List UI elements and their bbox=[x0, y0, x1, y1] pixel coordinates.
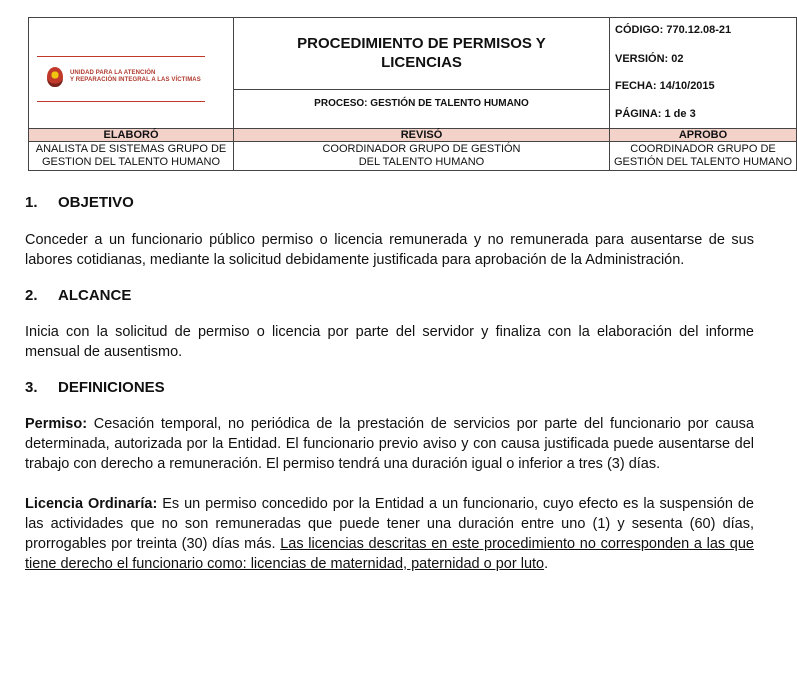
section-number: 1. bbox=[25, 194, 38, 211]
document-code: CÓDIGO: 770.12.08-21 bbox=[615, 24, 732, 36]
signature-header-row bbox=[29, 129, 797, 142]
document-date: FECHA: 14/10/2015 bbox=[615, 80, 715, 92]
signature-role-aprobo bbox=[610, 142, 797, 171]
signature-role-aprobo-line1: COORDINADOR GRUPO DE bbox=[630, 143, 776, 155]
logo-text-line2: Y REPARACIÓN INTEGRAL A LAS VÍCTIMAS bbox=[70, 77, 201, 83]
section-title: OBJETIVO bbox=[58, 194, 134, 211]
definition-text-permiso: Cesación temporal, no periódica de la prestación de servicios por parte del funcionario por causa determinada, autorizada por la Entidad. El funcionario previo aviso y con causa justificada puede ausentarse del trabajo con derecho a remuneración. El permiso tendrá una duración igual o inferior a tres (3) días. bbox=[25, 416, 754, 472]
process-label: PROCESO: GESTIÓN DE TALENTO HUMANO bbox=[314, 98, 529, 109]
definition-note-underlined: Las licencias descritas en este procedimiento no corresponden a las que tiene derecho el funcionario como: licencias de maternidad, paternidad o por luto bbox=[25, 536, 754, 572]
document-version: VERSIÓN: 02 bbox=[615, 53, 684, 65]
signature-role-elaboro-line1: ANALISTA DE SISTEMAS GRUPO DE bbox=[35, 143, 227, 155]
section-heading-alcance bbox=[25, 287, 754, 304]
signature-role-reviso-line2: DEL TALENTO HUMANO bbox=[358, 156, 485, 168]
logo-rule-bottom bbox=[37, 101, 205, 102]
title-divider bbox=[234, 89, 609, 90]
logo-text-line1: UNIDAD PARA LA ATENCIÓN bbox=[70, 69, 156, 76]
page-number: PÁGINA: 1 de 3 bbox=[615, 108, 696, 120]
signature-header-reviso: REVISÓ bbox=[234, 129, 610, 142]
document-title-line2: LICENCIAS bbox=[381, 54, 462, 71]
logo-rule-top bbox=[37, 56, 205, 57]
section-text-objetivo: Conceder a un funcionario público permiso o licencia remunerada y no remunerada para ausentarse de sus labores cotidianas, mediante la solicitud debidamente justificada para aprobación de la Administración. bbox=[25, 232, 754, 268]
document-title bbox=[234, 34, 609, 72]
definition-text-licencia: Es un permiso concedido por la Entidad a un funcionario, cuyo efecto es la suspensión de las actividades que no son remuneradas que puede tener una duración entre uno (1) y sesenta (60) días, prorrogables por treinta (30) días más. bbox=[25, 496, 754, 552]
signature-role-aprobo-line2: GESTIÓN DEL TALENTO HUMANO bbox=[613, 156, 793, 168]
section-text-alcance: Inicia con la solicitud de permiso o licencia por parte del servidor y finaliza con la elaboración del informe mensual de ausentismo. bbox=[25, 324, 754, 360]
section-heading-objetivo bbox=[25, 194, 754, 211]
signature-role-reviso bbox=[234, 142, 610, 171]
document-header-table bbox=[28, 17, 797, 171]
signature-role-reviso-line1: COORDINADOR GRUPO DE GESTIÓN bbox=[322, 143, 521, 155]
organization-logo bbox=[47, 67, 201, 87]
section-title: ALCANCE bbox=[58, 287, 132, 304]
definition-end: . bbox=[544, 556, 549, 572]
coat-of-arms-icon bbox=[47, 67, 63, 87]
section-number: 3. bbox=[25, 379, 38, 396]
definition-permiso bbox=[25, 414, 754, 474]
signature-role-elaboro bbox=[29, 142, 234, 171]
section-title: DEFINICIONES bbox=[58, 379, 165, 396]
signature-role-row bbox=[29, 142, 797, 171]
section-heading-definiciones bbox=[25, 379, 754, 396]
definition-term-permiso: Permiso: bbox=[25, 416, 88, 432]
title-cell bbox=[234, 18, 610, 129]
document-title-line1: PROCEDIMIENTO DE PERMISOS Y bbox=[297, 35, 546, 52]
signature-role-elaboro-line2: GESTION DEL TALENTO HUMANO bbox=[41, 156, 221, 168]
metadata-cell bbox=[610, 18, 797, 129]
logo-text bbox=[70, 70, 201, 85]
signature-header-elaboro: ELABORÓ bbox=[29, 129, 234, 142]
definition-licencia-ordinaria bbox=[25, 494, 754, 574]
definition-term-licencia: Licencia Ordinaría: bbox=[25, 496, 158, 512]
document-body bbox=[25, 190, 754, 574]
signature-header-aprobo: APROBO bbox=[610, 129, 797, 142]
logo-cell bbox=[29, 18, 234, 129]
section-number: 2. bbox=[25, 287, 38, 304]
